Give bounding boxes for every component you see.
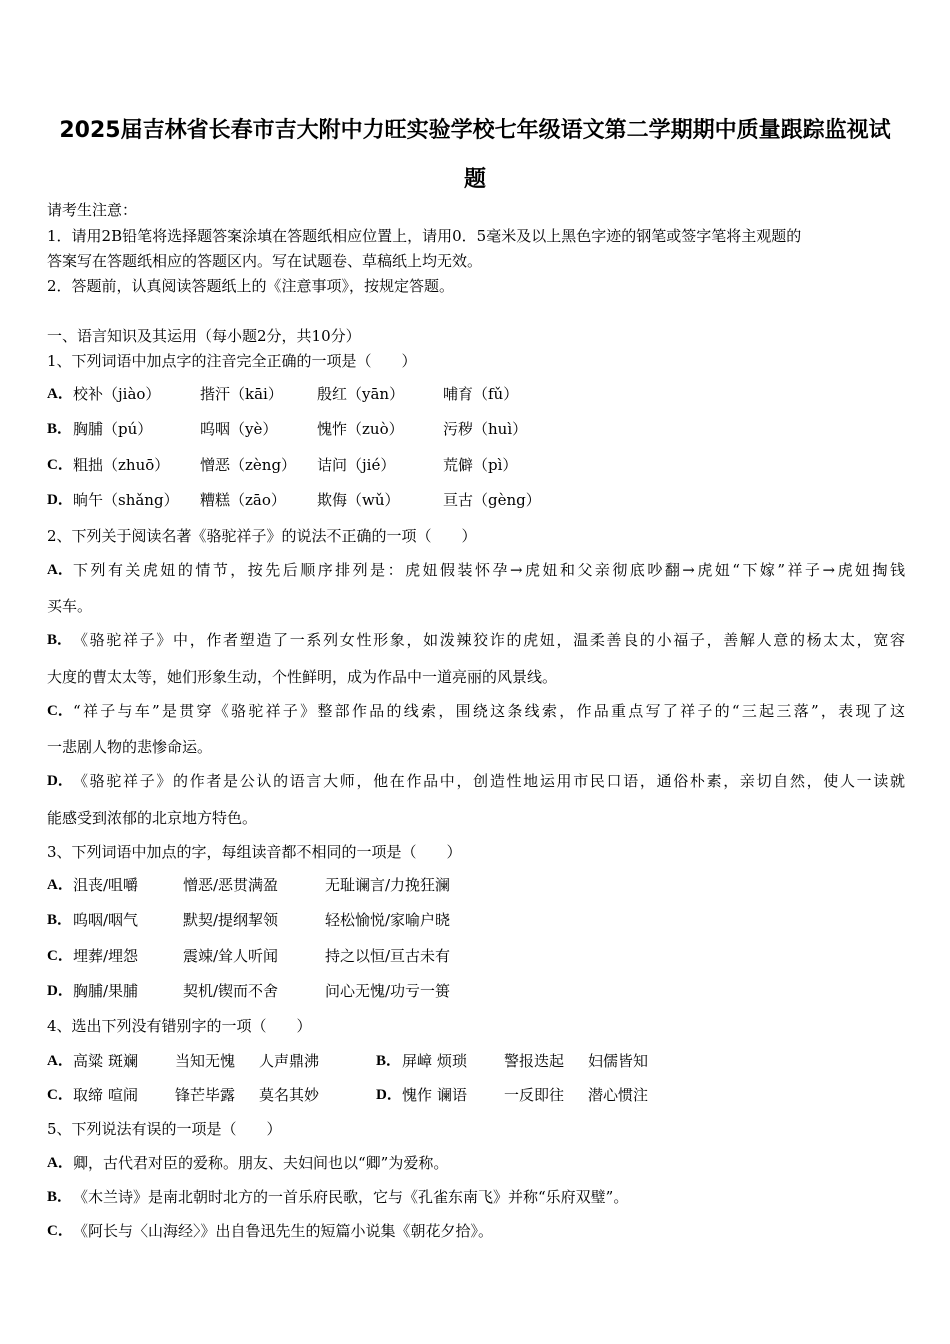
option-item: 沮丧/咀嚼 xyxy=(73,876,139,894)
option-label: D． xyxy=(47,983,73,999)
option-label: B． xyxy=(47,1189,73,1205)
option-item: 轻松愉悦/家喻户晓 xyxy=(325,911,451,929)
option-item: 胸脯（pú） xyxy=(73,420,153,438)
option-item: 憎恶/恶贯满盈 xyxy=(183,876,279,894)
option-label: A． xyxy=(47,562,73,578)
option-item: 谰语 xyxy=(437,1086,468,1104)
option-item: 默契/提纲挈领 xyxy=(183,911,279,929)
option-label: C． xyxy=(47,948,73,964)
option-item: 哺育（fǔ） xyxy=(443,385,519,403)
option-item: 锋芒毕露 xyxy=(175,1086,236,1104)
option-item: 烦琐 xyxy=(437,1052,468,1070)
option-item: 愧怍（zuò） xyxy=(317,420,404,438)
option-item: 无耻谰言/力挽狂澜 xyxy=(325,876,451,894)
notice-heading: 请考生注意： xyxy=(47,201,138,219)
option-label: B． xyxy=(376,1053,402,1069)
option-item: 揩汗（kāi） xyxy=(200,385,283,403)
option-item: 震竦/耸人听闻 xyxy=(183,947,279,965)
option-label: C． xyxy=(47,457,73,473)
option-text: “祥子与车”是贯穿《骆驼祥子》整部作品的线索，围绕这条线索，作品重点写了祥子的“三起三落”，表现了这 xyxy=(73,702,905,720)
option-label: A． xyxy=(47,877,73,893)
option-label: B． xyxy=(47,632,73,648)
option-item: 持之以恒/亘古未有 xyxy=(325,947,451,965)
option-item: 当知无愧 xyxy=(175,1052,236,1070)
q4-stem: 4、选出下列没有错别字的一项（ ） xyxy=(47,1017,312,1035)
option-item: 斑斓 xyxy=(108,1052,139,1070)
option-item: 警报迭起 xyxy=(504,1052,565,1070)
option-item: 诘问（jié） xyxy=(317,456,396,474)
option-text: 买车。 xyxy=(47,597,93,615)
option-item: 晌午（shǎng） xyxy=(73,491,179,509)
section-heading: 一、语言知识及其运用（每小题2分，共10分） xyxy=(47,327,361,345)
option-item: 喧闹 xyxy=(108,1086,139,1104)
option-item: 高粱 xyxy=(73,1052,104,1070)
option-text: 大度的曹太太等，她们形象生动，个性鲜明，成为作品中一道亮丽的风景线。 xyxy=(47,668,558,686)
option-item: 取缔 xyxy=(73,1086,104,1104)
option-item: 欺侮（wǔ） xyxy=(317,491,400,509)
option-label: C． xyxy=(47,703,73,719)
option-label: C． xyxy=(47,1087,73,1103)
option-item: 殷红（yān） xyxy=(317,385,405,403)
option-text: 《骆驼祥子》的作者是公认的语言大师，他在作品中，创造性地运用市民口语，通俗朴素，亲切自然，使人一读就 xyxy=(73,772,905,790)
option-item: 憎恶（zèng） xyxy=(200,456,297,474)
option-item: 污秽（huì） xyxy=(443,420,528,438)
q2-stem: 2、下列关于阅读名著《骆驼祥子》的说法不正确的一项（ ） xyxy=(47,527,477,545)
option-item: 呜咽/咽气 xyxy=(73,911,139,929)
option-text: 《骆驼祥子》中，作者塑造了一系列女性形象，如泼辣狡诈的虎妞，温柔善良的小福子，善解人意的杨太太，宽容 xyxy=(73,631,905,649)
option-label: A． xyxy=(47,386,73,402)
option-label: B． xyxy=(47,912,73,928)
option-label: C． xyxy=(47,1223,73,1239)
option-item: 愧作 xyxy=(402,1086,433,1104)
option-item: 校补（jiào） xyxy=(73,385,161,403)
option-label: D． xyxy=(47,773,73,789)
option-item: 一反即往 xyxy=(504,1086,565,1104)
option-item: 屏嶂 xyxy=(402,1052,433,1070)
option-text: 下列有关虎妞的情节，按先后顺序排列是：虎妞假装怀孕→虎妞和父亲彻底吵翻→虎妞“下嫁”祥子→虎妞掏钱 xyxy=(73,561,905,579)
q1-stem: 1、下列词语中加点字的注音完全正确的一项是（ ） xyxy=(47,352,417,370)
q3-stem: 3、下列词语中加点的字，每组读音都不相同的一项是（ ） xyxy=(47,843,462,861)
option-label: D． xyxy=(47,492,73,508)
option-item: 亘古（gèng） xyxy=(443,491,541,509)
option-item: 糟糕（zāo） xyxy=(200,491,286,509)
option-text: 《木兰诗》是南北朝时北方的一首乐府民歌，它与《孔雀东南飞》并称“乐府双璧”。 xyxy=(73,1188,629,1206)
q5-stem: 5、下列说法有误的一项是（ ） xyxy=(47,1120,282,1138)
option-item: 胸脯/果脯 xyxy=(73,982,139,1000)
notice-line: 2．答题前，认真阅读答题纸上的《注意事项》，按规定答题。 xyxy=(47,277,455,295)
notice-line: 答案写在答题纸相应的答题区内。写在试题卷、草稿纸上均无效。 xyxy=(47,252,483,270)
option-item: 契机/锲而不舍 xyxy=(183,982,279,1000)
option-item: 荒僻（pì） xyxy=(443,456,518,474)
option-item: 妇儒皆知 xyxy=(588,1052,649,1070)
option-text: 《阿长与〈山海经〉》出自鲁迅先生的短篇小说集《朝花夕拾》。 xyxy=(73,1222,494,1240)
option-item: 莫名其妙 xyxy=(259,1086,320,1104)
option-item: 潜心惯注 xyxy=(588,1086,649,1104)
option-text: 卿，古代君对臣的爱称。朋友、夫妇间也以“卿”为爱称。 xyxy=(73,1154,449,1172)
document-title: 2025届吉林省长春市吉大附中力旺实验学校七年级语文第二学期期中质量跟踪监视试 xyxy=(59,118,891,143)
option-text: 一悲剧人物的悲惨命运。 xyxy=(47,738,213,756)
option-label: D． xyxy=(376,1087,402,1103)
option-text: 能感受到浓郁的北京地方特色。 xyxy=(47,809,258,827)
option-label: A． xyxy=(47,1053,73,1069)
option-item: 人声鼎沸 xyxy=(259,1052,320,1070)
option-label: A． xyxy=(47,1155,73,1171)
option-item: 问心无愧/功亏一篑 xyxy=(325,982,451,1000)
option-item: 粗拙（zhuō） xyxy=(73,456,170,474)
notice-line: 1．请用2B铅笔将选择题答案涂填在答题纸相应位置上，请用0．5毫米及以上黑色字迹的钢笔或签字笔将主观题的 xyxy=(47,227,802,245)
option-item: 呜咽（yè） xyxy=(200,420,278,438)
option-label: B． xyxy=(47,421,73,437)
option-item: 埋葬/埋怨 xyxy=(73,947,139,965)
document-title-cont: 题 xyxy=(463,167,486,192)
